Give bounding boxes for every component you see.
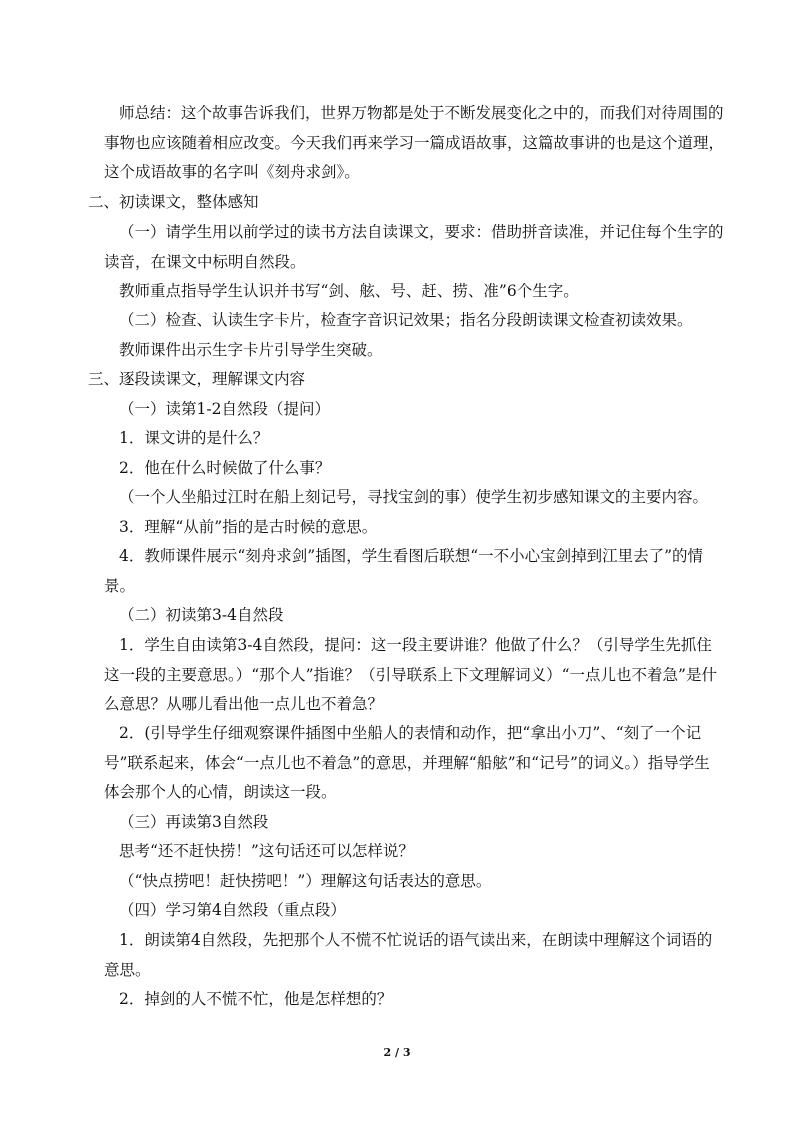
section-heading-2: 二、初读课文，整体感知 [88, 193, 259, 211]
paragraph-alt-phrasing: （“快点捞吧！赶快捞吧！”）理解这句话表达的意思。 [119, 872, 492, 890]
subheading-read-3-4: （二）初读第3-4自然段 [119, 606, 284, 624]
question-3: 3．理解“从前”指的是古时候的意思。 [119, 518, 378, 536]
paragraph-summary: 师总结：这个故事告诉我们，世界万物都是处于不断发展变化之中的，而我们对待周围的事物也应该随着相应改变。今天我们再来学习一篇成语故事，这篇故事讲的也是这个道理，这个成语故事的名字叫《刻舟求剑》。 [104, 104, 725, 181]
subheading-study-4: （四）学习第4自然段（重点段） [119, 901, 346, 919]
paragraph-read-3-4-2: 2．(引导学生仔细观察课件插图中坐船人的表情和动作，把“拿出小刀”、“刻了一个记号”联系起来，体会“一点儿也不着急”的意思，并理解“船舷”和“记号”的词义。）指导学生体会那个人的心情，朗读这一段。 [104, 724, 710, 801]
paragraph-study-4-1: 1．朗读第4自然段，先把那个人不慌不忙说话的语气读出来，在朗读中理解这个词语的意思。 [104, 931, 713, 979]
paragraph-answer-summary: （一个人坐船过江时在船上刻记号，寻找宝剑的事）使学生初步感知课文的主要内容。 [119, 488, 709, 506]
paragraph-read-3-4-1: 1．学生自由读第3-4自然段，提问：这一段主要讲谁？他做了什么？（引导学生先抓住这一段的主要意思。）“那个人”指谁？（引导联系上下文理解词义）“一点儿也不着急”是什么意思？从哪儿看出他一点儿也不着急？ [104, 636, 717, 713]
question-2: 2．他在什么时候做了什么事？ [119, 459, 331, 477]
page-number: 2 / 3 [383, 1046, 411, 1059]
paragraph-task-1: （一）请学生用以前学过的读书方法自读课文，要求：借助拼音读准，并记住每个生字的读音，在课文中标明自然段。 [104, 223, 724, 271]
subheading-reread-3: （三）再读第3自然段 [119, 813, 269, 831]
paragraph-study-4-2: 2．掉剑的人不慌不忙，他是怎样想的？ [119, 990, 393, 1008]
paragraph-task-2: （二）检查、认读生字卡片，检查字音识记效果；指名分段朗读课文检查初读效果。 [119, 311, 693, 329]
question-4: 4．教师课件展示“刻舟求剑”插图，学生看图后联想“一不小心宝剑掉到江里去了”的情景。 [104, 547, 704, 595]
section-heading-3: 三、逐段读课文，理解课文内容 [88, 370, 306, 388]
paragraph-teacher-guide: 教师重点指导学生认识并书写“剑、舷、号、赶、捞、准”6个生字。 [119, 282, 579, 300]
subheading-read-1-2: （一）读第1-2自然段（提问） [119, 400, 330, 418]
paragraph-teacher-cards: 教师课件出示生字卡片引导学生突破。 [119, 341, 383, 359]
paragraph-think: 思考“还不赶快捞！”这句话还可以怎样说？ [119, 842, 414, 860]
question-1: 1．课文讲的是什么？ [119, 429, 269, 447]
